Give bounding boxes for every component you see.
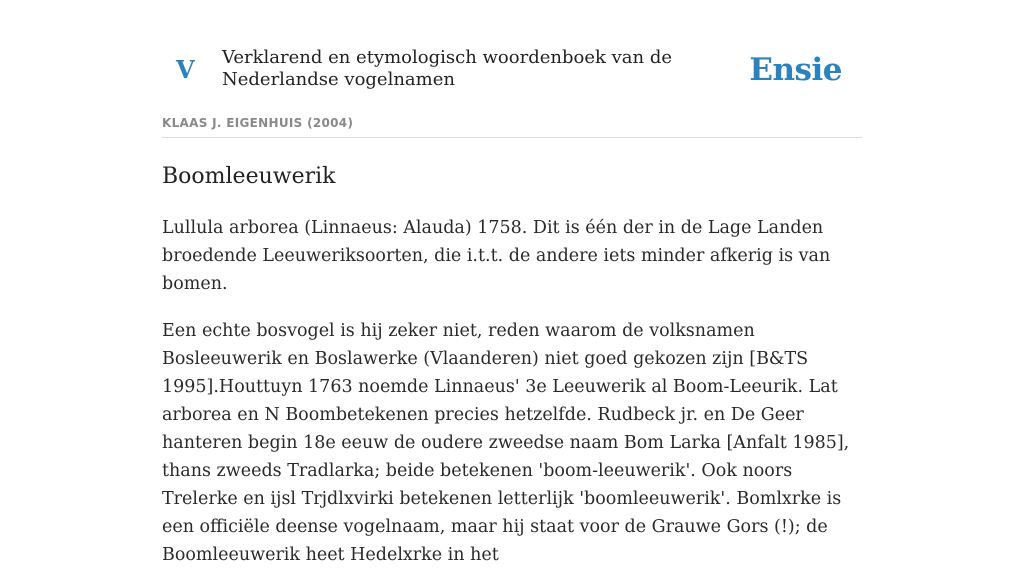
paragraph: Lullula arborea (Linnaeus: Alauda) 1758. Dit is één der in de Lage Landen broedende Leeuweriksoorten, die i.t.t. de andere iets minder afkerig is van bomen. xyxy=(162,218,831,294)
header xyxy=(162,46,862,96)
book-logo-icon[interactable]: V xyxy=(176,55,195,84)
ensie-logo[interactable]: Ensie xyxy=(749,52,842,88)
author-credit: KLAAS J. EIGENHUIS (2004) xyxy=(162,116,354,130)
entry-body xyxy=(162,214,862,588)
book-title-link[interactable]: Verklarend en etymologisch woordenboek van de Nederlandse vogelnamen xyxy=(222,47,673,90)
paragraph: Een echte bosvogel is hij zeker niet, reden waarom de volksnamen Bosleeuwerik en Boslawerke (Vlaanderen) niet goed gekozen zijn [B&TS 1995].Houttuyn 1763 noemde Linnaeus' 3e Leeuwerik al Boom-Leeurik. Lat arborea en N Boombetekenen precies hetzelfde. Rudbeck jr. en De Geer hanteren begin 18e eeuw de oudere zweedse naam Bom Larka [Anfalt 1985], thans zweeds Tradlarka; beide betekenen 'boom-leeuwerik'. Ook noors Trelerke en ijsl Trjdlxvirki betekenen letterlijk 'boomleeuwerik'. Bomlxrke is een officiële deense vogelnaam, maar hij staat voor de Grauwe Gors (!); de Boomleeuwerik heet Hedelxrke in het xyxy=(162,321,850,565)
page-title: Boomleeuwerik xyxy=(162,164,336,189)
divider xyxy=(162,137,862,138)
